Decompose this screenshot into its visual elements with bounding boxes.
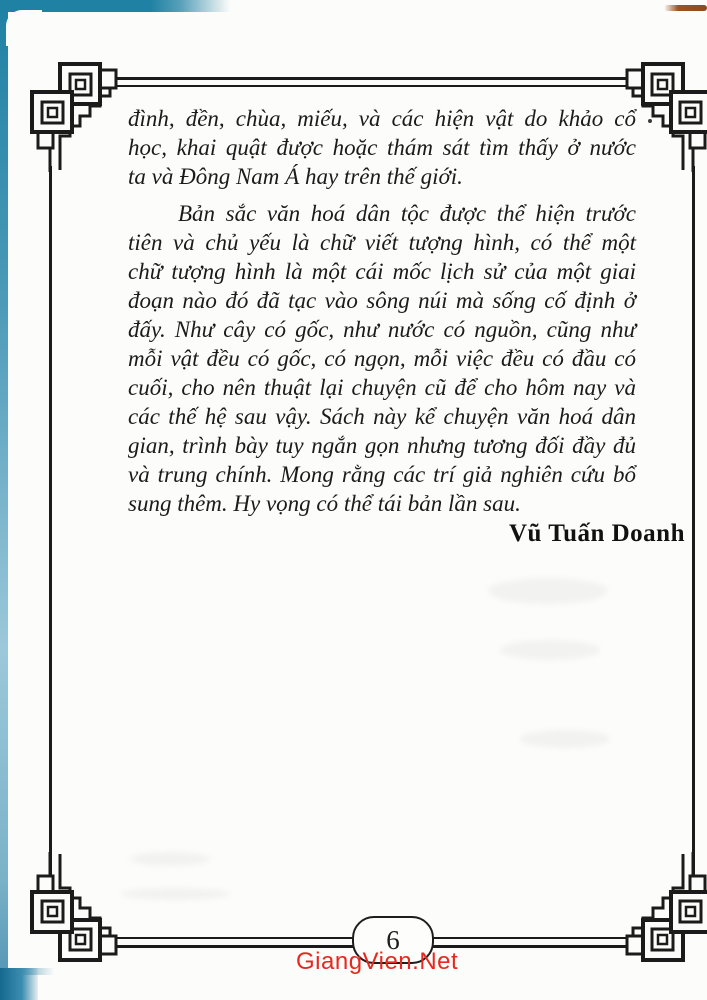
text-line: học, khai quật được hoặc thám sát tìm thấy ở nước bbox=[128, 135, 636, 160]
scan-block-bottom-left bbox=[0, 968, 38, 1000]
author-name: Vũ Tuấn Doanh bbox=[508, 520, 685, 547]
smudge bbox=[520, 730, 610, 748]
frame-line-top-outer bbox=[112, 77, 634, 80]
text-line: các thế hệ sau vậy. Sách này kể chuyện văn hoá dân bbox=[128, 404, 636, 429]
text-line: sung thêm. Hy vọng có thể tái bản lần sau. bbox=[128, 491, 521, 516]
frame-line-right bbox=[692, 166, 695, 878]
page-number: 6 bbox=[386, 924, 400, 955]
text-line: gian, trình bày tuy ngắn gọn nhưng tương đối đầy đủ bbox=[128, 433, 636, 458]
smudge bbox=[120, 888, 230, 900]
text-line: đoạn nào đó đã tạc vào sông núi mà sống cố định ở bbox=[128, 288, 636, 313]
corner-ornament-bottom-left bbox=[26, 852, 136, 962]
smudge bbox=[488, 578, 608, 604]
page-corner-round bbox=[6, 10, 42, 46]
corner-ornament-top-left bbox=[26, 62, 136, 172]
text-line: cuối, cho nên thuật lại chuyện cũ để cho hôm nay và bbox=[128, 375, 636, 400]
paragraph-1 bbox=[128, 104, 636, 191]
text-line: mỗi vật đều có gốc, có ngọn, mỗi việc đều có đầu có bbox=[128, 346, 636, 371]
text-line: đình, đền, chùa, miếu, và các hiện vật do khảo cổ bbox=[128, 106, 636, 131]
corner-ornament-bottom-right bbox=[607, 852, 707, 962]
text-line: tiên và chủ yếu là chữ viết tượng hình, có thể một bbox=[128, 230, 636, 255]
text-line: và trung chính. Mong rằng các trí giả nghiên cứu bổ bbox=[128, 462, 636, 487]
page-text bbox=[128, 104, 636, 518]
text-line: chữ tượng hình là một cái mốc lịch sử của một giai bbox=[128, 259, 636, 284]
scan-mark-orange bbox=[664, 5, 707, 11]
scan-edge-left bbox=[0, 0, 8, 1000]
watermark: GiangVien.Net bbox=[296, 948, 459, 975]
text-line: Bản sắc văn hoá dân tộc được thể hiện trước bbox=[178, 201, 636, 226]
paragraph-2 bbox=[128, 199, 636, 518]
smudge bbox=[130, 852, 210, 866]
frame-line-left bbox=[49, 166, 52, 878]
text-line: đấy. Như cây có gốc, như nước có nguồn, cũng như bbox=[128, 317, 636, 342]
text-line: ta và Đông Nam Á hay trên thế giới. bbox=[128, 164, 463, 189]
frame-line-top-inner bbox=[112, 85, 634, 87]
smudge bbox=[500, 640, 600, 660]
